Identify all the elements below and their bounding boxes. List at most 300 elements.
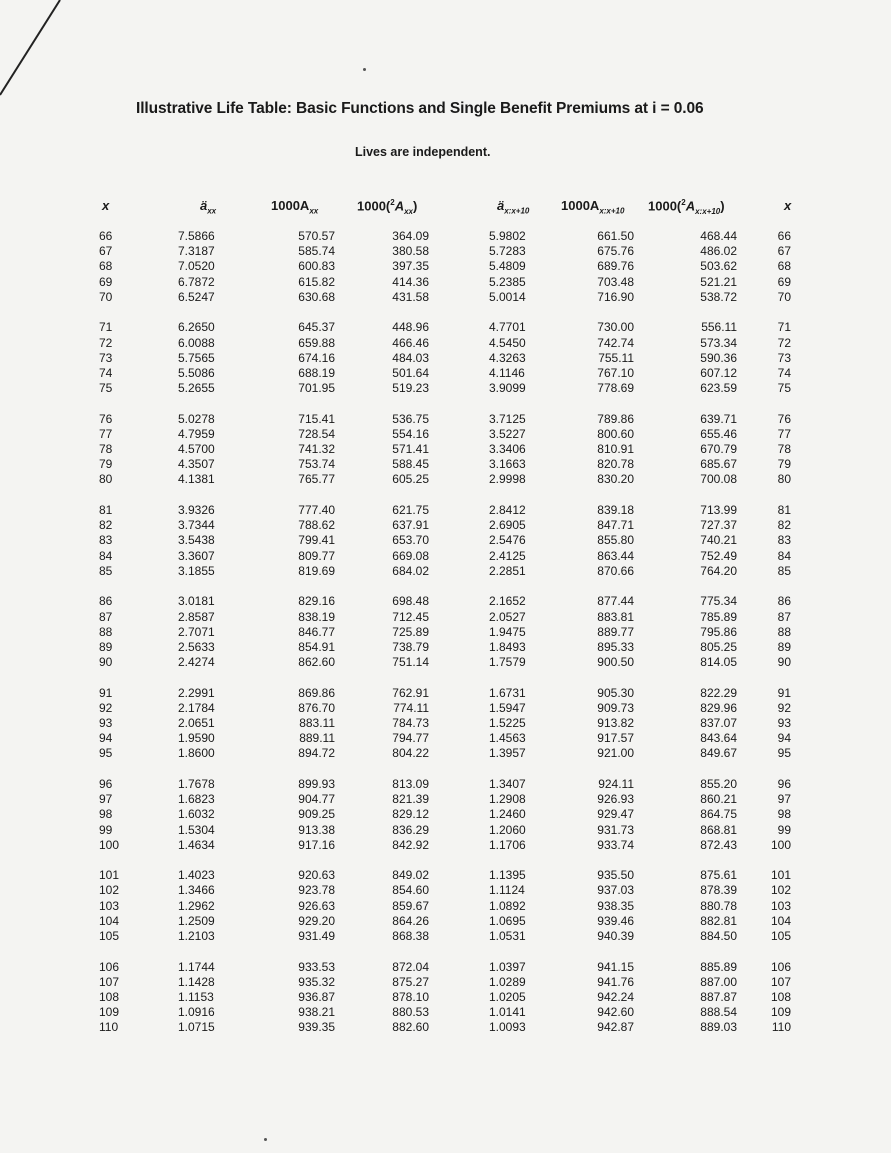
table-cell: 83 xyxy=(777,533,791,548)
table-cell: 889.77 xyxy=(597,624,634,639)
table-cell: 468.44 xyxy=(700,229,737,243)
table-cell: 675.76 xyxy=(597,244,634,259)
table-cell: 5.4809 xyxy=(489,259,526,274)
table-cell: 920.63 xyxy=(298,868,335,883)
table-cell: 909.73 xyxy=(597,700,634,715)
header-Axx: $1000A_{xx}$ xyxy=(271,198,319,216)
table-cell: 829.96 xyxy=(700,700,737,715)
table-cell: 933.53 xyxy=(298,959,335,974)
table-cell: 4.5450 xyxy=(489,335,526,350)
table-cell: 87 xyxy=(99,609,113,624)
table-cell: 105 xyxy=(770,929,791,944)
table-cell: 740.21 xyxy=(700,533,737,548)
table-cell: 588.45 xyxy=(392,457,429,472)
table-cell: 76 xyxy=(777,411,791,426)
table-cell: 1.8600 xyxy=(178,746,215,761)
row-group xyxy=(255,686,335,762)
table-cell: 89 xyxy=(99,639,113,654)
table-cell: 716.90 xyxy=(597,289,634,304)
table-cell: 3.0181 xyxy=(178,594,215,609)
table-cell: 755.11 xyxy=(598,350,634,365)
table-cell: 2.1652 xyxy=(489,594,526,609)
table-cell: 849.02 xyxy=(392,868,429,883)
table-cell: 5.0014 xyxy=(489,289,526,304)
table-cell: 6.7872 xyxy=(178,274,215,289)
row-group xyxy=(99,594,179,670)
table-cell: 573.34 xyxy=(700,335,737,350)
table-cell: 670.79 xyxy=(700,442,737,457)
table-cell: 887.00 xyxy=(700,974,737,989)
table-cell: 2.8587 xyxy=(178,609,215,624)
row-group xyxy=(554,229,634,305)
table-cell: 938.21 xyxy=(298,1005,335,1020)
table-cell: 1.2962 xyxy=(178,898,215,913)
table-cell: 863.44 xyxy=(597,548,634,563)
column-axx xyxy=(178,229,258,1051)
table-cell: 100 xyxy=(770,837,791,852)
table-cell: 102 xyxy=(99,883,120,898)
table-cell: 939.46 xyxy=(597,913,634,928)
table-cell: 713.99 xyxy=(700,502,737,517)
table-cell: 854.60 xyxy=(392,883,429,898)
table-cell: 2.2851 xyxy=(489,563,526,578)
row-group xyxy=(99,229,179,305)
table-cell: 484.03 xyxy=(392,350,429,365)
table-cell: 1.0205 xyxy=(489,990,526,1004)
table-cell: 1.1428 xyxy=(178,974,215,989)
table-cell: 938.35 xyxy=(597,898,634,913)
table-cell: 1.2103 xyxy=(178,929,215,944)
table-cell: 700.08 xyxy=(700,472,737,487)
table-cell: 820.78 xyxy=(597,457,634,472)
column-Axx xyxy=(255,229,335,1051)
table-cell: 1.7678 xyxy=(178,776,215,791)
table-cell: 4.3263 xyxy=(489,350,526,365)
table-cell: 868.38 xyxy=(392,929,429,944)
table-cell: 703.48 xyxy=(597,274,634,289)
table-cell: 795.86 xyxy=(700,624,737,639)
table-cell: 486.02 xyxy=(700,244,737,259)
table-cell: 91 xyxy=(777,685,791,700)
table-cell: 414.36 xyxy=(392,274,429,289)
table-cell: 905.30 xyxy=(597,685,634,700)
row-group xyxy=(554,594,634,670)
table-cell: 1.3407 xyxy=(489,776,526,791)
table-cell: 655.46 xyxy=(700,426,737,441)
table-cell: 882.60 xyxy=(392,1020,429,1035)
table-cell: 585.74 xyxy=(298,244,335,259)
table-cell: 380.58 xyxy=(392,244,429,259)
table-cell: 730.00 xyxy=(597,320,634,335)
row-group xyxy=(554,503,634,579)
table-cell: 4.3507 xyxy=(178,457,215,472)
table-cell: 75 xyxy=(777,381,791,396)
table-cell: 519.23 xyxy=(392,381,429,396)
table-cell: 101 xyxy=(770,868,791,883)
row-group xyxy=(349,229,429,305)
table-cell: 3.7344 xyxy=(178,518,215,533)
table-cell: 84 xyxy=(777,548,791,563)
table-cell: 933.74 xyxy=(597,837,634,852)
table-cell: 90 xyxy=(777,655,791,670)
row-group xyxy=(99,868,179,944)
table-cell: 712.45 xyxy=(392,609,429,624)
table-cell: 837.07 xyxy=(700,716,737,731)
row-group xyxy=(178,320,258,396)
table-cell: 4.7959 xyxy=(178,426,215,441)
table-cell: 630.68 xyxy=(298,289,335,304)
table-cell: 868.81 xyxy=(700,822,737,837)
table-cell: 1.6823 xyxy=(178,792,215,807)
table-cell: 904.77 xyxy=(298,792,335,807)
table-cell: 889.11 xyxy=(299,731,335,746)
row-group xyxy=(711,686,791,762)
table-cell: 880.78 xyxy=(700,898,737,913)
table-cell: 105 xyxy=(99,929,120,944)
table-cell: 98 xyxy=(777,807,791,822)
table-cell: 71 xyxy=(777,320,791,335)
table-cell: 1.0892 xyxy=(489,898,526,913)
table-cell: 72 xyxy=(99,335,113,350)
column-headers xyxy=(0,198,891,222)
table-cell: 942.24 xyxy=(597,990,634,1004)
table-cell: 5.2385 xyxy=(489,274,526,289)
table-cell: 81 xyxy=(777,502,791,517)
row-group xyxy=(255,320,335,396)
table-cell: 75 xyxy=(99,381,113,396)
table-cell: 924.11 xyxy=(598,776,634,791)
table-cell: 5.7565 xyxy=(178,350,215,365)
table-cell: 1.9590 xyxy=(178,731,215,746)
table-cell: 859.67 xyxy=(392,898,429,913)
row-group xyxy=(349,412,429,488)
table-cell: 76 xyxy=(99,411,113,426)
table-cell: 913.82 xyxy=(597,716,634,731)
table-cell: 85 xyxy=(777,563,791,578)
row-group xyxy=(711,777,791,853)
table-cell: 2.0527 xyxy=(489,609,526,624)
table-cell: 1.8493 xyxy=(489,639,526,654)
table-cell: 869.86 xyxy=(298,685,335,700)
row-group xyxy=(711,229,791,305)
table-cell: 1.0916 xyxy=(178,1005,215,1020)
table-cell: 70 xyxy=(99,289,113,304)
row-group xyxy=(255,777,335,853)
table-cell: 3.1663 xyxy=(489,457,526,472)
header-axx: $ä_{xx}$ xyxy=(200,198,217,216)
table-cell: 742.74 xyxy=(597,335,634,350)
row-group xyxy=(99,960,179,1036)
table-cell: 777.40 xyxy=(298,502,335,517)
table-cell: 1.5304 xyxy=(178,822,215,837)
table-cell: 789.86 xyxy=(597,411,634,426)
table-cell: 917.16 xyxy=(298,837,335,852)
table-cell: 106 xyxy=(770,959,791,974)
table-cell: 99 xyxy=(777,822,791,837)
table-cell: 1.0715 xyxy=(178,1020,215,1035)
row-group xyxy=(349,503,429,579)
table-cell: 91 xyxy=(99,685,113,700)
table-cell: 71 xyxy=(99,320,113,335)
table-cell: 106 xyxy=(99,959,120,974)
table-cell: 937.03 xyxy=(597,883,634,898)
table-cell: 6.5247 xyxy=(178,289,215,304)
table-cell: 66 xyxy=(777,229,791,243)
table-cell: 778.69 xyxy=(597,381,634,396)
table-cell: 2.5476 xyxy=(489,533,526,548)
table-cell: 725.89 xyxy=(392,624,429,639)
table-cell: 78 xyxy=(777,442,791,457)
table-cell: 66 xyxy=(99,229,113,243)
table-cell: 6.0088 xyxy=(178,335,215,350)
table-cell: 79 xyxy=(777,457,791,472)
row-group xyxy=(711,320,791,396)
table-cell: 929.20 xyxy=(298,913,335,928)
table-cell: 784.73 xyxy=(392,716,429,731)
table-cell: 80 xyxy=(99,472,113,487)
table-cell: 941.76 xyxy=(597,974,634,989)
table-cell: 107 xyxy=(770,974,791,989)
table-cell: 669.08 xyxy=(392,548,429,563)
table-cell: 7.5866 xyxy=(178,229,215,243)
table-cell: 764.20 xyxy=(700,563,737,578)
table-cell: 94 xyxy=(777,731,791,746)
table-cell: 82 xyxy=(777,518,791,533)
table-cell: 78 xyxy=(99,442,113,457)
table-cell: 590.36 xyxy=(700,350,737,365)
table-cell: 7.3187 xyxy=(178,244,215,259)
table-cell: 2.4274 xyxy=(178,655,215,670)
table-cell: 1.9475 xyxy=(489,624,526,639)
table-cell: 813.09 xyxy=(392,776,429,791)
table-cell: 67 xyxy=(777,244,791,259)
table-cell: 1.4634 xyxy=(178,837,215,852)
table-cell: 2.2991 xyxy=(178,685,215,700)
header-x-left: x xyxy=(102,198,110,213)
table-cell: 74 xyxy=(777,365,791,380)
table-cell: 775.34 xyxy=(700,594,737,609)
table-cell: 88 xyxy=(777,624,791,639)
table-cell: 1.4023 xyxy=(178,868,215,883)
table-cell: 645.37 xyxy=(298,320,335,335)
table-cell: 1.0397 xyxy=(489,959,526,974)
table-cell: 909.25 xyxy=(298,807,335,822)
table-cell: 847.71 xyxy=(597,518,634,533)
table-cell: 822.29 xyxy=(700,685,737,700)
table-cell: 689.76 xyxy=(597,259,634,274)
row-group xyxy=(349,868,429,944)
row-group xyxy=(178,960,258,1036)
table-cell: 570.57 xyxy=(298,229,335,243)
table-cell: 3.3607 xyxy=(178,548,215,563)
table-cell: 751.14 xyxy=(392,655,429,670)
table-cell: 1.2509 xyxy=(178,913,215,928)
table-cell: 79 xyxy=(99,457,113,472)
table-cell: 70 xyxy=(777,289,791,304)
row-group xyxy=(178,777,258,853)
table-cell: 69 xyxy=(777,274,791,289)
row-group xyxy=(711,503,791,579)
table-cell: 108 xyxy=(770,990,791,1004)
table-cell: 872.04 xyxy=(392,959,429,974)
table-cell: 3.7125 xyxy=(489,411,526,426)
table-cell: 926.93 xyxy=(597,792,634,807)
row-group xyxy=(99,503,179,579)
table-cell: 1.0141 xyxy=(489,1005,526,1020)
table-cell: 836.29 xyxy=(392,822,429,837)
table-cell: 92 xyxy=(99,700,113,715)
table-cell: 87 xyxy=(777,609,791,624)
table-cell: 1.1153 xyxy=(178,990,214,1004)
header-A2xx: $1000(^2A_{xx})$ xyxy=(357,198,418,216)
table-cell: 2.5633 xyxy=(178,639,215,654)
table-cell: 870.66 xyxy=(597,563,634,578)
table-cell: 923.78 xyxy=(298,883,335,898)
table-cell: 103 xyxy=(770,898,791,913)
table-cell: 397.35 xyxy=(392,259,429,274)
row-group xyxy=(178,412,258,488)
table-cell: 940.39 xyxy=(597,929,634,944)
table-cell: 883.11 xyxy=(299,716,335,731)
table-cell: 1.5947 xyxy=(489,700,526,715)
row-group xyxy=(554,320,634,396)
table-cell: 107 xyxy=(99,974,120,989)
row-group xyxy=(711,412,791,488)
table-cell: 73 xyxy=(99,350,113,365)
table-cell: 623.59 xyxy=(700,381,737,396)
table-cell: 767.10 xyxy=(597,365,634,380)
table-cell: 93 xyxy=(777,716,791,731)
table-cell: 2.6905 xyxy=(489,518,526,533)
table-cell: 715.41 xyxy=(298,411,335,426)
table-cell: 1.0093 xyxy=(489,1020,526,1035)
table-cell: 466.46 xyxy=(392,335,429,350)
table-cell: 935.32 xyxy=(298,974,335,989)
table-cell: 862.60 xyxy=(298,655,335,670)
row-group xyxy=(99,686,179,762)
table-cell: 4.1146 xyxy=(489,365,525,380)
table-cell: 809.77 xyxy=(298,548,335,563)
row-group xyxy=(711,960,791,1036)
row-group xyxy=(711,594,791,670)
table-cell: 1.0531 xyxy=(489,929,526,944)
table-cell: 109 xyxy=(770,1005,791,1020)
table-cell: 753.74 xyxy=(298,457,335,472)
row-group xyxy=(349,320,429,396)
table-cell: 108 xyxy=(99,990,120,1004)
header-A2x10: $1000(^2A_{x:x+10})$ xyxy=(648,198,725,216)
table-cell: 1.1395 xyxy=(489,868,526,883)
table-cell: 854.91 xyxy=(298,639,335,654)
table-cell: 877.44 xyxy=(597,594,634,609)
table-cell: 884.50 xyxy=(700,929,737,944)
table-cell: 661.50 xyxy=(597,229,634,243)
table-cell: 3.9099 xyxy=(489,381,526,396)
table-cell: 3.9326 xyxy=(178,502,215,517)
table-cell: 67 xyxy=(99,244,113,259)
table-cell: 878.10 xyxy=(392,990,429,1004)
table-cell: 939.35 xyxy=(298,1020,335,1035)
row-group xyxy=(255,868,335,944)
table-cell: 1.6032 xyxy=(178,807,215,822)
table-cell: 88 xyxy=(99,624,113,639)
table-cell: 600.83 xyxy=(298,259,335,274)
table-cell: 431.58 xyxy=(392,289,429,304)
table-cell: 93 xyxy=(99,716,113,731)
table-cell: 2.1784 xyxy=(178,700,215,715)
table-cell: 3.5227 xyxy=(489,426,526,441)
table-cell: 895.33 xyxy=(597,639,634,654)
table-cell: 85 xyxy=(99,563,113,578)
table-cell: 96 xyxy=(777,776,791,791)
table-cell: 5.5086 xyxy=(178,365,215,380)
table-cell: 762.91 xyxy=(392,685,429,700)
table-cell: 94 xyxy=(99,731,113,746)
table-cell: 889.03 xyxy=(700,1020,737,1035)
table-cell: 872.43 xyxy=(700,837,737,852)
column-x-right xyxy=(711,229,791,1051)
header-x-right: x xyxy=(784,198,792,213)
row-group xyxy=(349,960,429,1036)
row-group xyxy=(178,503,258,579)
table-cell: 89 xyxy=(777,639,791,654)
table-cell: 86 xyxy=(99,594,113,609)
header-ax10: $ä_{x:x+10}$ xyxy=(497,198,530,216)
table-cell: 685.67 xyxy=(700,457,737,472)
table-cell: 941.15 xyxy=(597,959,634,974)
table-cell: 637.91 xyxy=(392,518,429,533)
table-cell: 97 xyxy=(99,792,113,807)
table-cell: 1.2460 xyxy=(489,807,526,822)
row-group xyxy=(255,594,335,670)
table-cell: 2.0651 xyxy=(178,716,215,731)
table-cell: 68 xyxy=(777,259,791,274)
table-cell: 95 xyxy=(99,746,113,761)
table-cell: 821.39 xyxy=(392,792,429,807)
table-cell: 84 xyxy=(99,548,113,563)
table-cell: 90 xyxy=(99,655,113,670)
table-cell: 876.70 xyxy=(298,700,335,715)
table-cell: 3.5438 xyxy=(178,533,215,548)
table-cell: 1.6731 xyxy=(489,685,526,700)
table-cell: 74 xyxy=(99,365,113,380)
table-cell: 674.16 xyxy=(298,350,335,365)
table-cell: 104 xyxy=(770,913,791,928)
table-cell: 864.26 xyxy=(392,913,429,928)
table-cell: 110 xyxy=(99,1020,119,1035)
table-cell: 2.9998 xyxy=(489,472,526,487)
table-cell: 1.0695 xyxy=(489,913,526,928)
row-group xyxy=(255,503,335,579)
table-cell: 364.09 xyxy=(392,229,429,243)
table-cell: 819.69 xyxy=(298,563,335,578)
table-cell: 621.75 xyxy=(392,502,429,517)
table-cell: 554.16 xyxy=(392,426,429,441)
table-cell: 727.37 xyxy=(700,518,737,533)
table-cell: 931.73 xyxy=(597,822,634,837)
table-cell: 536.75 xyxy=(392,411,429,426)
table-cell: 659.88 xyxy=(298,335,335,350)
table-cell: 4.7701 xyxy=(489,320,526,335)
speck-mark xyxy=(264,1138,267,1141)
table-cell: 68 xyxy=(99,259,113,274)
table-cell: 556.11 xyxy=(701,320,737,335)
table-cell: 799.41 xyxy=(298,533,335,548)
table-cell: 701.95 xyxy=(298,381,335,396)
table-cell: 794.77 xyxy=(392,731,429,746)
table-cell: 521.21 xyxy=(700,274,737,289)
table-cell: 931.49 xyxy=(298,929,335,944)
